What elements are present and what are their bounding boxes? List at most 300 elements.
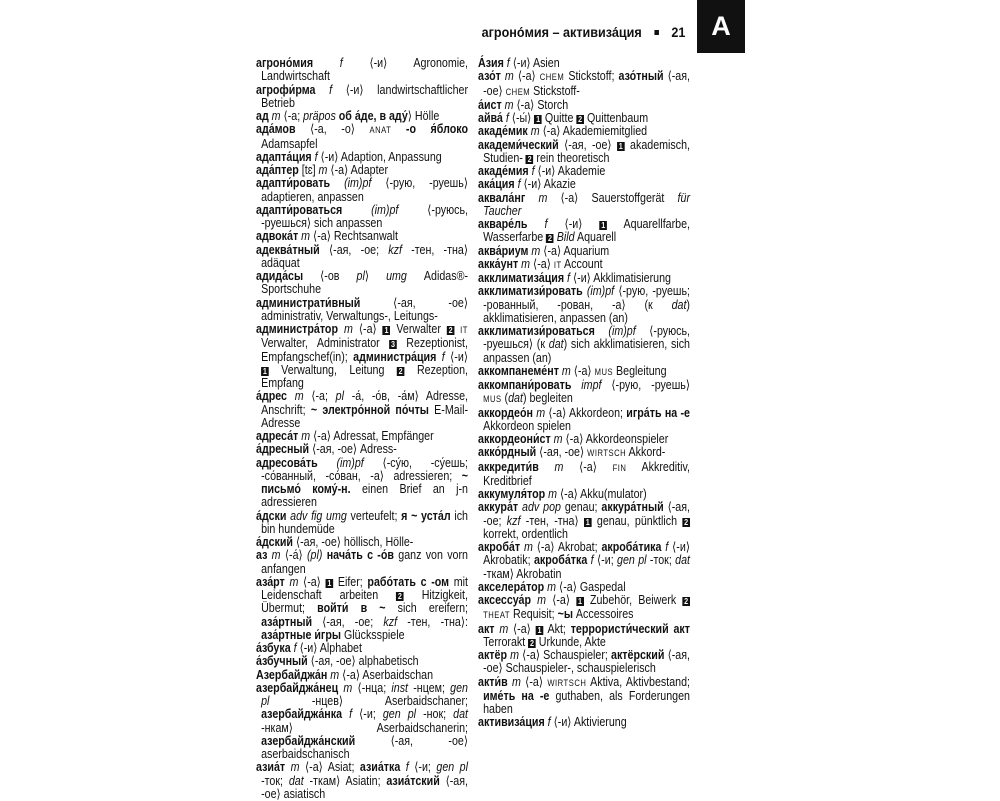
definition-text: [tɛ] <box>298 163 319 177</box>
dictionary-entry <box>256 297 468 324</box>
bold-phrase: ~ы <box>557 607 573 622</box>
headword: адапти́роваться <box>256 202 343 217</box>
dictionary-entry <box>256 576 468 642</box>
definition-text: Quittenbaum <box>584 111 649 125</box>
grammar-label: m <box>338 680 358 695</box>
grammar-label: (im)pf <box>582 284 619 299</box>
headword: акселера́тор <box>478 579 545 594</box>
definition-text: ⟨-и; <box>359 707 383 722</box>
bold-phrase: ~ письмо́ кому́-н. <box>261 468 468 496</box>
grammar-label: m <box>506 648 523 662</box>
dictionary-entry <box>256 549 468 576</box>
bold-phrase: террористи́ческий акт <box>570 621 690 636</box>
grammar-label: gen pl <box>382 707 424 722</box>
definition-text: Eifer; <box>333 574 368 589</box>
headword: а́дресный <box>256 442 310 457</box>
dictionary-entry <box>256 761 468 801</box>
dictionary-entry <box>478 272 690 285</box>
grammar-label: f <box>436 349 451 364</box>
headword: акваре́ль <box>478 217 528 231</box>
dictionary-entry <box>478 245 690 258</box>
definition-text: genau; <box>564 500 602 515</box>
definition-text: einen Brief an j-n adressieren <box>261 482 468 510</box>
grammar-label: m <box>501 97 517 112</box>
headword: адвока́т <box>256 229 299 244</box>
definition-text: ⟨-а⟩ Akrobat; <box>536 540 602 554</box>
headword: ада́птер <box>256 163 299 177</box>
dictionary-entry <box>478 70 690 99</box>
definition-text: ⟨-ая, -ое; <box>312 614 384 629</box>
headword: администрати́вный <box>256 295 361 310</box>
headword: аккордеони́ст <box>478 432 551 446</box>
grammar-label: (im)pf <box>330 176 386 191</box>
dictionary-entry <box>256 177 468 204</box>
grammar-label: für Taucher <box>483 190 690 218</box>
headword: А́зия <box>478 56 504 70</box>
grammar-label: f <box>528 164 538 178</box>
grammar-label: m <box>318 163 331 177</box>
headword: азиа́т <box>256 760 286 775</box>
grammar-label: impf <box>571 378 612 392</box>
definition-text: ⟨-ая, -ое⟩ höllisch, Hölle- <box>292 535 414 549</box>
bold-phrase: ~ электро́нной по́чты <box>310 402 429 417</box>
headword: а́збучный <box>256 654 308 669</box>
definition-text: Hitzigkeit, Übermut; <box>261 588 468 616</box>
grammar-label: dat <box>508 391 523 406</box>
grammar-label: dat <box>671 297 687 312</box>
grammar-label: m <box>527 124 543 139</box>
grammar-label: adv fig umg <box>286 508 351 523</box>
definition-text: Requisit; <box>510 607 558 622</box>
definition-text: Aktiva, Aktivbestand; <box>586 674 690 689</box>
sense-number: 2 <box>527 153 532 164</box>
definition-text: mit Leidenschaft arbeiten <box>261 574 468 602</box>
dictionary-entry <box>478 57 690 70</box>
letter-thumb-tab: A <box>697 0 745 53</box>
definition-text: ⟨-и⟩ Aktivierung <box>553 715 627 730</box>
grammar-label: pl <box>356 269 365 283</box>
headword: акаде́мик <box>478 124 528 139</box>
domain-label: ANAT <box>369 125 392 136</box>
dictionary-entry <box>478 325 690 365</box>
sense-number: 2 <box>398 365 403 376</box>
definition-text: ⟨-а⟩ Sauerstoffgerät <box>560 190 678 205</box>
dictionary-entry <box>478 594 690 623</box>
domain-label: MUS <box>594 366 614 377</box>
grammar-label: f <box>661 540 673 554</box>
headword: актёр <box>478 648 507 662</box>
bold-phrase: аза́ртные и́гры <box>261 627 342 642</box>
bold-phrase: аккура́тный <box>601 500 664 515</box>
headword: адида́сы <box>256 269 304 283</box>
definition-text: ganz von vorn anfangen <box>261 548 468 576</box>
definition-text: ⟨-а, -о⟩ <box>295 122 370 137</box>
definition-text: Verwaltung, Leitung <box>268 362 397 377</box>
dictionary-entry <box>478 461 690 489</box>
headword: адреса́т <box>256 429 299 443</box>
dictionary-entry <box>256 457 468 510</box>
definition-text: ⟨-а⟩ <box>358 322 383 336</box>
definition-text: ⟨-ая, -ое⟩ asiatisch <box>261 773 468 801</box>
dictionary-entry <box>256 443 468 456</box>
definition-text: ⟨-а⟩ <box>533 256 554 271</box>
headword: аккомпани́ровать <box>478 378 572 392</box>
sense-number: 1 <box>618 140 623 151</box>
dictionary-entry <box>478 139 690 166</box>
definition-text: -тен, -тна⟩ adäquat <box>261 242 468 270</box>
definition-text: Adamsapfel <box>261 136 318 151</box>
grammar-label: m <box>284 574 304 589</box>
grammar-label: m <box>550 432 566 446</box>
grammar-label: dat <box>548 337 564 352</box>
definition-text: ⟨-а⟩ Asiat; <box>304 760 360 775</box>
headword: аккура́т <box>478 500 519 515</box>
bold-phrase: администра́ция <box>353 349 437 364</box>
dictionary-entry <box>478 488 690 501</box>
grammar-label: m <box>337 322 359 336</box>
definition-text: Aquarell <box>574 230 617 245</box>
dictionary-column-right <box>478 57 690 730</box>
definition-text: Rezeptionist, Empfangschef(in); <box>261 336 468 364</box>
grammar-label: m <box>507 674 526 689</box>
bold-phrase: об а́де, в аду́ <box>338 109 408 123</box>
dictionary-entry <box>478 178 690 191</box>
dictionary-entry <box>478 258 690 272</box>
dictionary-entry <box>256 270 468 297</box>
definition-text: ich bin hundemüde <box>261 508 468 536</box>
sense-number: 1 <box>384 325 389 335</box>
grammar-label: f <box>313 56 370 70</box>
definition-text: ⟨-и⟩ <box>564 217 600 231</box>
bold-phrase: азиа́тка <box>359 760 401 775</box>
definition-text: ⟨-а⟩ Akkordeonspieler <box>565 432 669 446</box>
headword: акроба́т <box>478 540 521 554</box>
grammar-label: m <box>298 429 314 443</box>
dictionary-entry <box>256 430 468 443</box>
definition-text: guthaben, als Forderungen haben <box>483 688 690 716</box>
grammar-label: f <box>564 271 573 285</box>
bold-phrase: азо́тный <box>618 69 664 84</box>
bold-phrase: нача́ть с -о́в <box>326 548 394 563</box>
headword: адресова́ть <box>256 455 318 470</box>
definition-text: ⟨-и⟩ Agronomie, Landwirtschaft <box>261 56 469 84</box>
headword: акклиматизи́роваться <box>478 324 595 338</box>
headword: азо́т <box>478 69 501 84</box>
definition-text: ⟨-ая, -ое; <box>319 242 389 257</box>
domain-label: THEAT <box>483 610 511 621</box>
dictionary-entry <box>256 655 468 668</box>
definition-text: -ток; <box>649 553 676 568</box>
definition-text: ⟩ <box>364 269 387 283</box>
definition-text: ⟨-а⟩ Akku(mulator) <box>559 487 647 501</box>
dictionary-entry <box>478 112 690 125</box>
headword: аккумуля́тор <box>478 487 546 501</box>
headword: акти́в <box>478 674 508 689</box>
page-number: 21 <box>670 24 685 40</box>
grammar-label: m <box>267 548 285 563</box>
dictionary-entry <box>256 323 468 390</box>
bold-phrase: аза́ртный <box>261 614 313 629</box>
grammar-label: Bild <box>553 230 575 245</box>
definition-text: ⟨-руюсь, -руешься⟩ sich anpassen <box>261 202 468 230</box>
headword: азербайджа́нец <box>256 680 339 695</box>
domain-label: CHEM <box>505 86 531 97</box>
definition-text: ⟨-и⟩ Asien <box>512 56 560 70</box>
grammar-label: (im)pf <box>317 455 383 470</box>
headword: ад <box>256 109 269 123</box>
sense-number: 1 <box>536 114 541 124</box>
headword: адапти́ровать <box>256 176 331 191</box>
sense-number: 2 <box>578 114 583 124</box>
dictionary-entry <box>478 407 690 434</box>
dictionary-entry <box>256 682 468 762</box>
grammar-label: f <box>400 760 415 775</box>
grammar-label: m <box>268 109 284 123</box>
sense-number: 2 <box>529 637 535 648</box>
definition-text: ⟨-ая, -ое⟩ <box>536 445 588 460</box>
dictionary-entry <box>256 230 468 243</box>
definition-text: Akt; <box>543 621 571 636</box>
dictionary-entry <box>256 536 468 549</box>
grammar-label: m <box>518 256 534 271</box>
grammar-label: m <box>286 389 312 404</box>
bold-phrase: азербайджа́нский <box>261 733 356 748</box>
headword: аквала́нг <box>478 190 526 205</box>
definition-text: ⟨-а⟩ Akademiemitglied <box>542 124 648 139</box>
definition-text: Adidas®-Sportschuhe <box>261 269 468 297</box>
dictionary-entry <box>478 365 690 379</box>
grammar-label: inst <box>391 680 414 695</box>
grammar-label: m <box>298 229 314 244</box>
definition-text: ⟨-рую, -руешь; -рованный, -рован, -а⟩ (к <box>483 284 690 312</box>
definition-text: ⟨-и⟩ Alphabet <box>299 641 362 655</box>
grammar-label: f <box>544 715 554 730</box>
grammar-label: m <box>544 579 560 594</box>
sense-number: 1 <box>601 220 606 230</box>
bold-phrase: войти́ в ~ <box>317 601 386 616</box>
grammar-label: f <box>311 149 321 164</box>
grammar-label: kzf <box>506 513 526 528</box>
headword: адеква́тный <box>256 242 320 257</box>
grammar-label: f <box>514 177 524 192</box>
grammar-label: (im)pf <box>342 202 428 217</box>
headword: а́дрес <box>256 389 287 404</box>
dictionary-entry <box>256 110 468 123</box>
definition-text: Verwalter <box>390 322 447 336</box>
definition-text: ⟨-ов <box>303 269 357 283</box>
domain-label: IT <box>454 325 468 335</box>
dictionary-entry <box>256 669 468 682</box>
definition-text: -нкам⟩ Aserbaidschanerin; <box>261 720 468 735</box>
definition-text: ⟨-ая, -ое⟩ <box>483 69 690 98</box>
sense-number: 2 <box>547 233 553 244</box>
grammar-label: dat <box>453 707 469 722</box>
grammar-label: umg <box>386 269 424 283</box>
definition-text: ⟨-а; <box>311 389 336 404</box>
grammar-label: pl <box>335 389 352 404</box>
definition-text: ⟨-а⟩ <box>303 574 326 589</box>
dictionary-entry <box>478 165 690 178</box>
definition-text: ⟨-а⟩ Akkordeon; <box>548 405 627 420</box>
bold-phrase: -о я́блоко <box>391 122 468 137</box>
dictionary-entry <box>256 151 468 164</box>
definition-text: E-Mail-Adresse <box>261 402 468 430</box>
definition-text: ⟨-а́⟩ <box>284 548 307 563</box>
grammar-label: (pl) <box>306 548 327 563</box>
domain-label: FIN <box>612 462 627 473</box>
definition-text: rein theoretisch <box>533 150 610 165</box>
definition-text: Begleitung <box>613 363 667 378</box>
sense-number: 1 <box>577 596 582 606</box>
definition-text: ⟨-су́ю, -су́ешь; -со́ванный, -со́ван, -а⟩ adressieren; <box>261 455 468 483</box>
definition-text: ⟨-а⟩ <box>579 459 613 474</box>
grammar-label: f <box>502 111 512 125</box>
definition-text: ⟨-рую, -руешь⟩ <box>611 378 690 392</box>
headword: академи́ческий <box>478 137 559 152</box>
headword: акаде́мия <box>478 164 529 178</box>
definition-text: ( <box>501 391 509 406</box>
definition-text: Akkreditiv, Kreditbrief <box>483 459 690 488</box>
definition-text: sich ereifern; <box>385 601 468 616</box>
definition-text: Akkord- <box>626 445 666 460</box>
domain-label: MUS <box>483 394 502 405</box>
definition-text: ⟨-нца; <box>357 680 392 695</box>
headword: аккордео́н <box>478 405 533 420</box>
dictionary-entry <box>256 84 468 111</box>
bold-phrase: име́ть на -е <box>483 688 550 703</box>
grammar-label: m <box>545 487 560 501</box>
headword: айва́ <box>478 111 503 125</box>
definition-text: ⟨-а; <box>283 109 304 123</box>
headword: агрофи́рма <box>256 82 316 97</box>
sense-number: 1 <box>585 516 590 527</box>
dictionary-entry <box>478 676 690 717</box>
definition-text: ⟨-а⟩ Aquarium <box>543 243 610 258</box>
definition-text: ⟨-и⟩ Akklimatisierung <box>572 271 671 285</box>
headword: аккредити́в <box>478 459 539 474</box>
definition-text: ⟨-и⟩ <box>450 349 468 364</box>
dictionary-entry <box>478 623 690 650</box>
definition-text: ⟨-а⟩ <box>573 363 595 378</box>
headword: администра́тор <box>256 322 338 336</box>
definition-text: korrekt, ordentlich <box>483 526 568 541</box>
grammar-label: f <box>342 707 360 722</box>
definition-text: ) sich akklimatisieren, sich anpassen (an) <box>483 337 690 365</box>
definition-text: ⟨-а⟩ Schauspieler; <box>522 648 612 662</box>
headword: агроно́мия <box>256 56 314 70</box>
grammar-label: m <box>528 243 544 258</box>
definition-text: -ткам⟩ Asiatin; <box>309 773 387 788</box>
dictionary-entry <box>256 204 468 231</box>
definition-text: ⟨-и⟩ Akrobatik; <box>483 540 690 568</box>
domain-label: WIRTSCH <box>547 677 587 688</box>
definition-text: ⟨-а⟩ Adapter <box>330 163 389 177</box>
headword: адапта́ция <box>256 149 312 164</box>
grammar-label: m <box>520 540 537 554</box>
grammar-label: dat <box>288 773 310 788</box>
headword: акклиматиза́ция <box>478 271 565 285</box>
definition-text: ⟨-а⟩ Adressat, Empfänger <box>313 429 434 443</box>
dictionary-entry <box>478 218 690 245</box>
dictionary-entry <box>478 285 690 325</box>
sense-number: 2 <box>684 596 689 606</box>
dictionary-entry <box>256 390 468 430</box>
headword: а́ист <box>478 97 502 112</box>
headword: аккомпанеме́нт <box>478 363 559 378</box>
bold-phrase: акроба́тка <box>533 553 588 568</box>
definition-text: Accessoires <box>572 607 634 622</box>
bold-phrase: азербайджа́нка <box>261 707 343 722</box>
headword: а́дски <box>256 508 287 523</box>
definition-text: Account <box>561 256 603 271</box>
square-bullet-icon <box>654 30 659 35</box>
headword: акко́рдный <box>478 445 537 460</box>
dictionary-entry <box>256 164 468 177</box>
headword: ака́ция <box>478 177 515 192</box>
definition-text: -тен, -тна⟩ <box>525 513 584 528</box>
sense-number: 1 <box>262 365 267 376</box>
definition-text: -а́, -о́в, -а́м⟩ Adresse, Anschrift; <box>261 389 469 417</box>
grammar-label: f <box>290 641 300 655</box>
grammar-label: f <box>527 217 565 231</box>
bold-phrase: азиа́тский <box>386 773 440 788</box>
dictionary-entry <box>256 642 468 655</box>
headword: акклиматизи́ровать <box>478 284 583 299</box>
definition-text: -ток; <box>261 773 289 788</box>
grammar-label: (im)pf <box>594 324 650 338</box>
grammar-label: kzf <box>388 242 412 257</box>
grammar-label: m <box>327 667 343 682</box>
sense-number: 1 <box>537 624 542 635</box>
dictionary-entry <box>478 379 690 407</box>
definition-text: ⟨-ая, -ое; <box>483 500 690 528</box>
definition-text: Urkunde, Akte <box>535 634 606 649</box>
definition-text: ⟨-ая, -ое⟩ aserbaidschanisch <box>261 733 468 761</box>
headword: акка́унт <box>478 256 519 271</box>
definition-text: -тен, -тна⟩: <box>407 614 468 629</box>
definition-text: -ткам⟩ Akrobatin <box>483 566 562 581</box>
sense-number: 2 <box>397 591 402 601</box>
grammar-label: m <box>500 69 518 84</box>
definition-text: Verwalter, Administrator <box>261 336 390 351</box>
grammar-label: kzf <box>383 614 408 629</box>
dictionary-entry <box>478 446 690 460</box>
dictionary-entry <box>256 57 468 84</box>
grammar-label: gen pl <box>617 553 650 568</box>
grammar-label: adv pop <box>518 500 565 515</box>
grammar-label: f <box>587 553 598 568</box>
definition-text: Rezeption, Empfang <box>261 362 468 390</box>
definition-text: Zubehör, Beiwerk <box>583 593 683 607</box>
grammar-label: m <box>531 593 553 607</box>
grammar-label: m <box>525 190 561 205</box>
sense-number: 3 <box>390 339 396 350</box>
definition-text: akademisch, Studien- <box>483 137 691 165</box>
dictionary-entry <box>256 244 468 271</box>
definition-text: ⟨-ая, -ое⟩ administrativ, Verwaltungs-, Leitungs- <box>261 295 468 323</box>
dictionary-entry <box>478 501 690 541</box>
headword: а́збука <box>256 641 291 655</box>
definition-text: ⟨-и; <box>414 760 437 775</box>
grammar-label: gen pl <box>436 760 468 775</box>
headword: Азербайджа́н <box>256 667 328 682</box>
definition-text: ⟨-а⟩ Aserbaidschan <box>342 667 434 682</box>
dictionary-entry <box>478 125 690 138</box>
grammar-label: dat <box>675 553 691 568</box>
definition-text: ⟨-и⟩ Akademie <box>537 164 606 178</box>
bold-phrase: актёрский <box>611 648 665 662</box>
grammar-label: f <box>315 82 346 97</box>
